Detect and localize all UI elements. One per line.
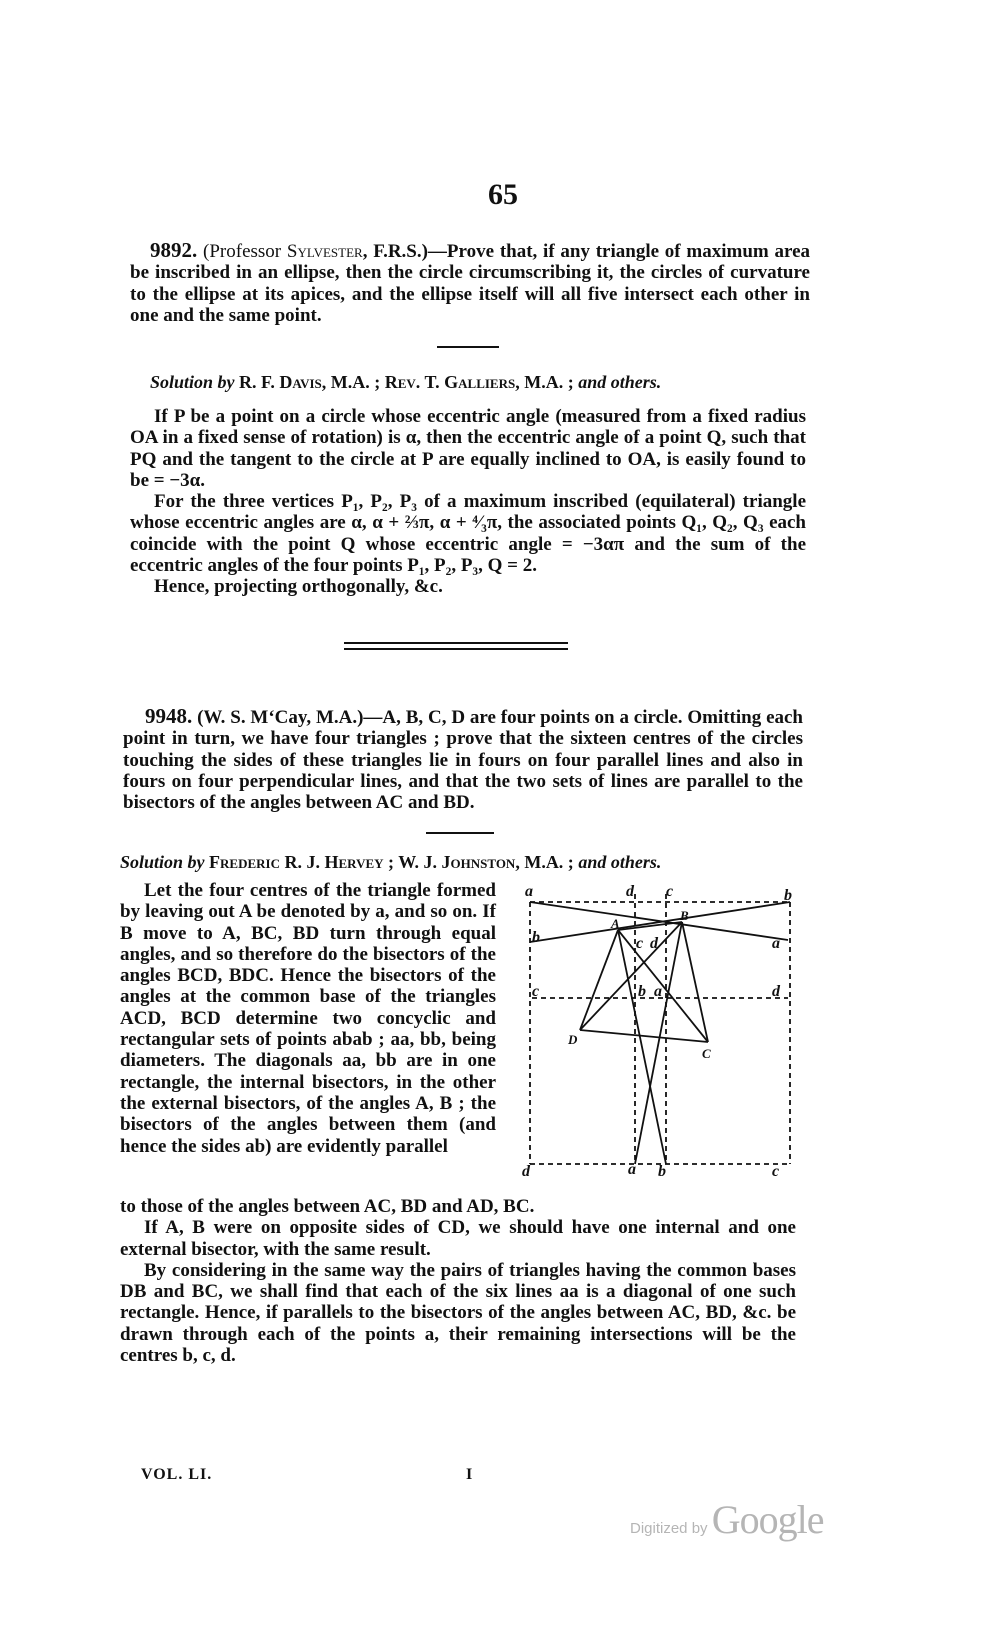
figure-label: c xyxy=(772,1163,780,1180)
figure-label: c xyxy=(666,883,674,900)
question-number: 9948. xyxy=(145,704,193,728)
figure-label: d xyxy=(522,1163,530,1180)
digitized-watermark xyxy=(630,1496,823,1543)
paragraph: Hence, projecting orthogonally, &c. xyxy=(154,576,443,598)
google-logo: Google xyxy=(711,1497,824,1542)
figure-label: b xyxy=(784,887,792,904)
figure-label: a xyxy=(525,883,533,900)
figure-label: C xyxy=(702,1046,711,1061)
paragraph: If A, B were on opposite sides of CD, we should have one internal and one external bisector, with the same result. xyxy=(120,1217,796,1260)
figure-label: b xyxy=(532,929,540,946)
figure-label: c xyxy=(636,935,644,952)
solution-by: Solution by xyxy=(120,852,205,872)
solution-by: Solution by xyxy=(150,372,235,392)
double-divider xyxy=(344,642,568,644)
page-number: 65 xyxy=(488,178,518,211)
figure-label: d xyxy=(650,935,658,952)
footer-signature: I xyxy=(466,1466,473,1483)
paragraph: For the three vertices P₁, P₂, P₃ of a maximum inscribed (equilateral) triangle whose eccentric angles are α, α + ⅔π, α + ⁴⁄₃π, the associated points Q₁, Q₂, Q₃ each coincide with the point Q whose eccentric angle = −3απ and the sum of the eccentric angles of the four points P₁, P₂, P₃, Q = 2. xyxy=(130,491,806,577)
watermark-prefix: Digitized by xyxy=(630,1520,712,1537)
question-text: (W. S. M‘Cay, M.A.)—A, B, C, D are four points on a circle. Omitting each point in turn, we have four triangles ; prove that the sixteen centres of the circles touching the sides of these triangles lie in fours on four parallel lines and also in fours on four perpendicular lines, and that the two sets of lines are parallel to the bisectors of the angles between AC and BD. xyxy=(123,707,804,814)
figure-label: b xyxy=(658,1163,666,1180)
question-9948 xyxy=(123,706,803,813)
solution-authors: Frederic R. J. Hervey ; W. J. Johnston, M.A. ; xyxy=(204,852,579,872)
solution-byline xyxy=(150,372,661,393)
solid-line xyxy=(618,930,708,1042)
solution-9892-body xyxy=(130,406,806,598)
question-intro: (Professor xyxy=(203,241,287,262)
paragraph: If P be a point on a circle whose eccentric angle (measured from a fixed radius OA in a fixed sense of rotation) is α, then the eccentric angle of a point Q, such that PQ and the tangent to the circle at P are equally inclined to OA, is easily found to be = −3α. xyxy=(130,406,806,491)
solution-9948-column xyxy=(120,880,496,1157)
solution-others: and others. xyxy=(578,852,662,872)
solution-byline xyxy=(120,852,661,873)
question-text: , F.R.S.)—Prove that, if any triangle of maximum area be inscribed in an ellipse, then the circle circumscribing it, the circles of curvature to the ellipse at its apices, and the ellipse itself will all five intersect each other in one and the same point. xyxy=(130,241,810,326)
solution-others: and others. xyxy=(578,372,662,392)
figure-label: d xyxy=(626,883,634,900)
figure-label: a xyxy=(628,1161,636,1178)
geometry-figure xyxy=(522,880,802,1180)
question-9892 xyxy=(130,240,810,326)
paragraph: to those of the angles between AC, BD and AD, BC. xyxy=(120,1196,535,1217)
figure-label: c xyxy=(532,983,540,1000)
question-author: Sylvester xyxy=(286,241,363,262)
figure-label: d xyxy=(772,983,780,1000)
figure-label: a xyxy=(772,935,780,952)
solid-line xyxy=(580,930,618,1030)
figure-label: A xyxy=(611,916,620,931)
divider-short xyxy=(437,346,499,348)
paragraph: By considering in the same way the pairs of triangles having the common bases DB and BC, we shall find that each of the six lines aa is a diagonal of one such rectangle. Hence, if parallels to the bisectors of the angles between AC, BD, &c. be drawn through each of the points a, their remaining intersections will be the centres b, c, d. xyxy=(120,1259,796,1367)
divider-short xyxy=(426,832,494,834)
solution-authors: R. F. Davis, M.A. ; Rev. T. Galliers, M.A. ; xyxy=(234,372,579,392)
solution-9948-body xyxy=(120,1196,796,1366)
double-divider xyxy=(344,648,568,650)
figure-label: a xyxy=(654,983,662,1000)
solid-line xyxy=(682,922,708,1042)
question-number: 9892. xyxy=(150,238,198,262)
paragraph: Let the four centres of the triangle formed by leaving out A be denoted by a, and so on. If B move to A, BC, BD turn through equal angles, and so therefore do the bisectors of the angles BCD, BDC. Hence the bisectors of the angles at the common base of the triangles ACD, BCD determine two concyclic and rectangular sets of points abab ; aa, bb, being diameters. The diagonals aa, bb are in one rectangle, the internal bisectors, in the other the external bisectors, of the angles A, B ; the bisectors of the angles between them (and hence the sides ab) are evidently parallel xyxy=(120,880,496,1157)
figure-label: D xyxy=(568,1032,578,1047)
figure-label: B xyxy=(680,908,689,923)
solid-line xyxy=(580,1030,708,1042)
figure-label: b xyxy=(638,983,646,1000)
footer-volume: VOL. LI. xyxy=(141,1466,213,1483)
